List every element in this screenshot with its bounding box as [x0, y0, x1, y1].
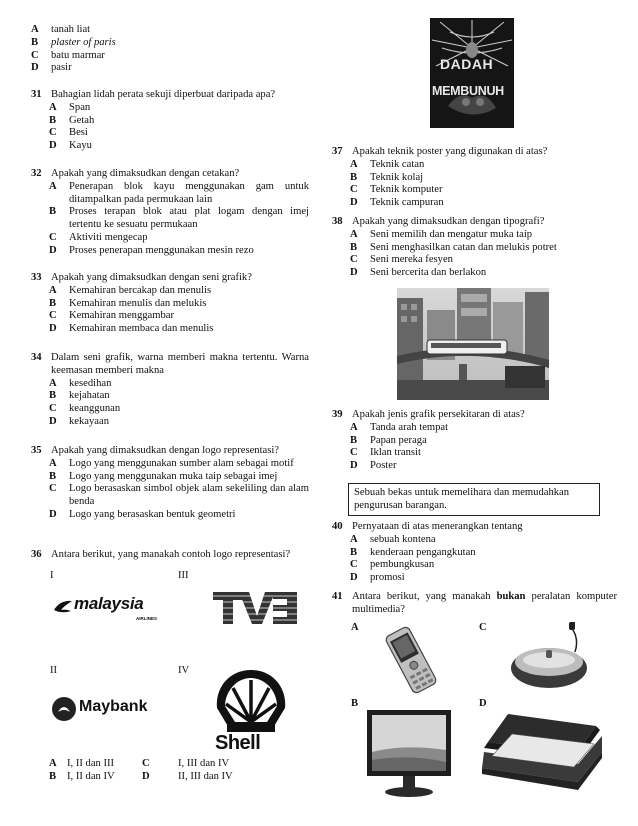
option-letter: C — [49, 403, 57, 415]
q35-option-b — [49, 471, 309, 484]
malaysia-airlines-logo — [52, 592, 168, 626]
option-text: Kemahiran menggambar — [69, 310, 175, 322]
option-letter: D — [350, 197, 358, 209]
option-letter: A — [31, 24, 39, 35]
option-letter: D — [49, 244, 57, 256]
option-letter: B — [350, 241, 358, 253]
q35-option-c — [49, 483, 309, 509]
scanner-icon — [478, 712, 604, 796]
q41-label-d: D — [479, 698, 487, 709]
roman-label-ii: II — [50, 665, 58, 676]
q30-option-b — [31, 37, 309, 50]
q37-option-c — [350, 184, 617, 197]
q31-option-d — [49, 140, 309, 153]
question-number: 34 — [31, 352, 42, 363]
option-letter: A — [49, 180, 57, 192]
scanner-image — [478, 712, 604, 796]
option-text: Iklan transit — [370, 447, 421, 459]
q30-option-a — [31, 24, 309, 37]
option-letter: B — [350, 546, 358, 558]
option-text: Aktiviti mengecap — [69, 231, 148, 243]
question-35 — [31, 445, 309, 522]
q33-option-a — [49, 285, 309, 298]
option-text: Logo berasaskan simbol objek alam sekeliling dan alam benda — [69, 483, 309, 508]
option-text: Seni memilih dan mengatur muka taip — [370, 228, 533, 240]
monorail-graphic — [397, 288, 549, 400]
option-text: kekayaan — [69, 415, 109, 427]
question-number: 39 — [332, 409, 343, 420]
option-letter: D — [142, 770, 150, 782]
option-letter: B — [49, 114, 57, 126]
tiger-icon — [51, 696, 77, 722]
question-text: Apakah yang dimaksudkan dengan logo representasi? — [51, 445, 279, 456]
monorail-photo — [397, 288, 549, 400]
option-text: Proses penerapan menggunakan mesin rezo — [69, 244, 254, 256]
option-text: Poster — [370, 460, 397, 472]
q32-option-a — [49, 181, 309, 207]
option-letter: C — [49, 231, 57, 243]
computer-mouse-image — [505, 622, 595, 692]
logo-text: Maybank — [79, 698, 148, 715]
option-letter: B — [49, 470, 57, 482]
option-text: Papan peraga — [370, 434, 427, 446]
q39-option-c — [350, 447, 617, 460]
logo-text: Shell — [215, 732, 261, 754]
question-number: 37 — [332, 146, 343, 157]
question-text — [352, 591, 617, 617]
option-letter: A — [49, 377, 57, 389]
question-number: 31 — [31, 89, 42, 100]
option-letter: D — [350, 572, 358, 584]
question-number: 41 — [332, 591, 343, 602]
q41-label-b: B — [351, 698, 359, 709]
option-letter: A — [49, 101, 57, 113]
option-letter: B — [350, 434, 358, 446]
option-text: Logo yang menggunakan muka taip sebagai imej — [69, 470, 278, 482]
q36-option-d — [142, 771, 282, 784]
option-letter: D — [49, 508, 57, 520]
option-text: Penerapan blok kayu menggunakan gam untuk ditampalkan pada permukaan lain — [69, 180, 309, 205]
question-text: Apakah yang dimaksudkan dengan seni grafik? — [51, 272, 252, 283]
question-text: Apakah jenis grafik persekitaran di atas? — [352, 409, 525, 420]
q40-option-b — [350, 547, 617, 560]
option-text: Kayu — [69, 140, 92, 152]
option-text: Kemahiran menulis dan melukis — [69, 297, 207, 309]
q35-option-d — [49, 509, 309, 522]
q30-option-d — [31, 62, 309, 75]
q30-option-c — [31, 50, 309, 63]
option-letter: D — [49, 323, 57, 335]
option-text: Kemahiran bercakap dan menulis — [69, 284, 212, 296]
question-text: Bahagian lidah perata sekuji diperbuat daripada apa? — [51, 89, 276, 100]
mobile-phone-icon — [380, 624, 442, 696]
q40-statement-box — [348, 483, 600, 516]
option-letter: A — [49, 457, 57, 469]
q38-option-d — [350, 267, 617, 280]
statement-text: Sebuah bekas untuk memelihara dan memudahkan pengurusan barangan. — [354, 487, 570, 511]
option-letter: B — [49, 297, 57, 309]
option-letter: A — [49, 758, 57, 769]
option-letter: C — [350, 447, 358, 459]
kite-icon — [52, 598, 74, 620]
q37-option-b — [350, 172, 617, 185]
question-number: 35 — [31, 445, 42, 456]
option-text: I, III dan IV — [178, 758, 230, 769]
option-letter: D — [350, 460, 358, 472]
question-38 — [332, 216, 617, 280]
q34-option-b — [49, 390, 309, 403]
question-33 — [31, 272, 309, 336]
option-text: Getah — [69, 114, 95, 126]
option-text: batu marmar — [51, 49, 105, 61]
logo-subtext: AIRLINES — [136, 616, 158, 621]
option-letter: D — [31, 62, 39, 74]
option-text: Span — [69, 101, 91, 113]
option-letter: C — [31, 49, 39, 61]
option-letter: A — [350, 421, 358, 433]
q31-option-a — [49, 102, 309, 115]
q37-option-d — [350, 197, 617, 210]
q32-option-c — [49, 232, 309, 245]
tv3-graphic — [213, 588, 301, 628]
q39-option-a — [350, 422, 617, 435]
option-letter: A — [350, 158, 358, 170]
option-text: Logo yang berasaskan bentuk geometri — [69, 508, 236, 520]
question-text: Antara berikut, yang manakah contoh logo representasi? — [51, 549, 291, 560]
monitor-icon — [363, 704, 455, 798]
question-text: Apakah teknik poster yang digunakan di atas? — [352, 146, 548, 157]
option-letter: B — [49, 390, 57, 402]
q36-option-c — [142, 758, 282, 771]
roman-label-i: I — [50, 570, 54, 581]
q41-label-c: C — [479, 622, 487, 633]
q41-label-a: A — [351, 622, 359, 633]
question-number: 36 — [31, 549, 42, 560]
option-letter: A — [49, 284, 57, 296]
q34-option-a — [49, 378, 309, 391]
option-letter: B — [350, 171, 358, 183]
poster-graphic — [430, 18, 514, 128]
shell-pecten-icon — [211, 666, 291, 736]
option-letter: D — [350, 267, 358, 279]
option-text: keanggunan — [69, 403, 121, 415]
option-text: Proses terapan blok atau plat logam dengan imej tertentu ke sesuatu permukaan — [69, 206, 309, 231]
q32-option-d — [49, 245, 309, 258]
option-letter: A — [350, 228, 358, 240]
option-letter: C — [350, 254, 358, 266]
mouse-icon — [505, 622, 595, 692]
question-number: 33 — [31, 272, 42, 283]
logo-text: malaysia — [74, 594, 144, 613]
question-text-post: peralatan komputer multimedia? — [352, 591, 618, 615]
roman-label-iv: IV — [178, 665, 190, 676]
option-letter: B — [31, 36, 39, 48]
question-text: Apakah yang dimaksudkan dengan tipografi? — [352, 216, 545, 227]
q37-option-a — [350, 159, 617, 172]
q40-option-c — [350, 559, 617, 572]
question-36 — [31, 549, 321, 562]
q39-option-b — [350, 435, 617, 448]
option-letter: D — [49, 140, 57, 152]
option-text: promosi — [370, 572, 405, 584]
q35-option-a — [49, 458, 309, 471]
option-text: plaster of paris — [51, 36, 116, 48]
option-letter: C — [49, 310, 57, 322]
question-number: 32 — [31, 168, 42, 179]
question-text-bold: bukan — [496, 591, 526, 602]
option-letter: D — [49, 415, 57, 427]
option-letter: B — [49, 770, 57, 782]
option-text: tanah liat — [51, 24, 91, 35]
tv3-logo — [213, 588, 301, 628]
option-text: sebuah kontena — [370, 533, 436, 545]
q33-option-c — [49, 310, 309, 323]
q39-option-d — [350, 460, 617, 473]
option-text: Teknik kolaj — [370, 171, 424, 183]
shell-logo — [211, 666, 291, 754]
option-text: kenderaan pengangkutan — [370, 546, 476, 558]
q34-option-c — [49, 403, 309, 416]
q38-option-a — [350, 229, 617, 242]
question-number: 40 — [332, 521, 343, 532]
option-letter: C — [350, 559, 358, 571]
question-31 — [31, 89, 309, 153]
option-text: II, III dan IV — [178, 770, 233, 782]
poster-title-bottom: MEMBUNUH — [432, 84, 504, 98]
question-number: 38 — [332, 216, 343, 227]
question-41 — [332, 591, 617, 617]
option-text: Seni mereka fesyen — [370, 254, 453, 266]
question-32 — [31, 168, 309, 258]
option-letter: C — [49, 483, 57, 495]
option-text: Besi — [69, 127, 88, 139]
question-text: Dalam seni grafik, warna memberi makna tertentu. Warna keemasan memberi makna — [51, 352, 309, 376]
q36-answers-right — [142, 758, 282, 784]
q33-option-b — [49, 298, 309, 311]
option-text: kejahatan — [69, 390, 110, 402]
drug-poster-image — [430, 18, 514, 128]
q30-options — [31, 24, 309, 75]
option-letter: C — [49, 127, 57, 139]
q32-option-b — [49, 206, 309, 232]
option-text: Teknik campuran — [370, 197, 444, 209]
option-text: pembungkusan — [370, 559, 435, 571]
question-34 — [31, 352, 309, 429]
option-text: Kemahiran membaca dan menulis — [69, 323, 214, 335]
q38-option-c — [350, 254, 617, 267]
option-text: Seni bercerita dan berlakon — [370, 267, 487, 279]
question-text: Apakah yang dimaksudkan dengan cetakan? — [51, 168, 240, 179]
monitor-image — [363, 704, 455, 798]
option-text: Teknik catan — [370, 158, 425, 170]
option-text: pasir — [51, 62, 72, 74]
option-text: I, II dan III — [67, 758, 115, 769]
poster-title-top: DADAH — [440, 56, 494, 72]
q31-option-c — [49, 127, 309, 140]
q33-option-d — [49, 323, 309, 336]
q40-option-d — [350, 572, 617, 585]
q34-option-d — [49, 416, 309, 429]
option-text: Tanda arah tempat — [370, 421, 449, 433]
option-text: Logo yang menggunakan sumber alam sebagai motif — [69, 457, 294, 469]
question-40 — [332, 521, 617, 585]
question-text: Pernyataan di atas menerangkan tentang — [352, 521, 523, 532]
q40-option-a — [350, 534, 617, 547]
option-letter: C — [142, 758, 150, 769]
option-letter: C — [350, 184, 358, 196]
roman-label-iii: III — [178, 570, 189, 581]
option-letter: B — [49, 206, 57, 218]
option-text: I, II dan IV — [67, 770, 115, 782]
question-37 — [332, 146, 617, 210]
q38-option-b — [350, 242, 617, 255]
q31-option-b — [49, 115, 309, 128]
option-text: Teknik komputer — [370, 184, 443, 196]
question-text-pre: Antara berikut, yang manakah — [352, 591, 497, 602]
mobile-phone-image — [380, 624, 442, 696]
option-text: kesedihan — [69, 377, 112, 389]
question-39 — [332, 409, 617, 473]
maybank-logo — [51, 695, 168, 723]
option-text: Seni menghasilkan catan dan melukis potret — [370, 241, 557, 253]
option-letter: A — [350, 533, 358, 545]
